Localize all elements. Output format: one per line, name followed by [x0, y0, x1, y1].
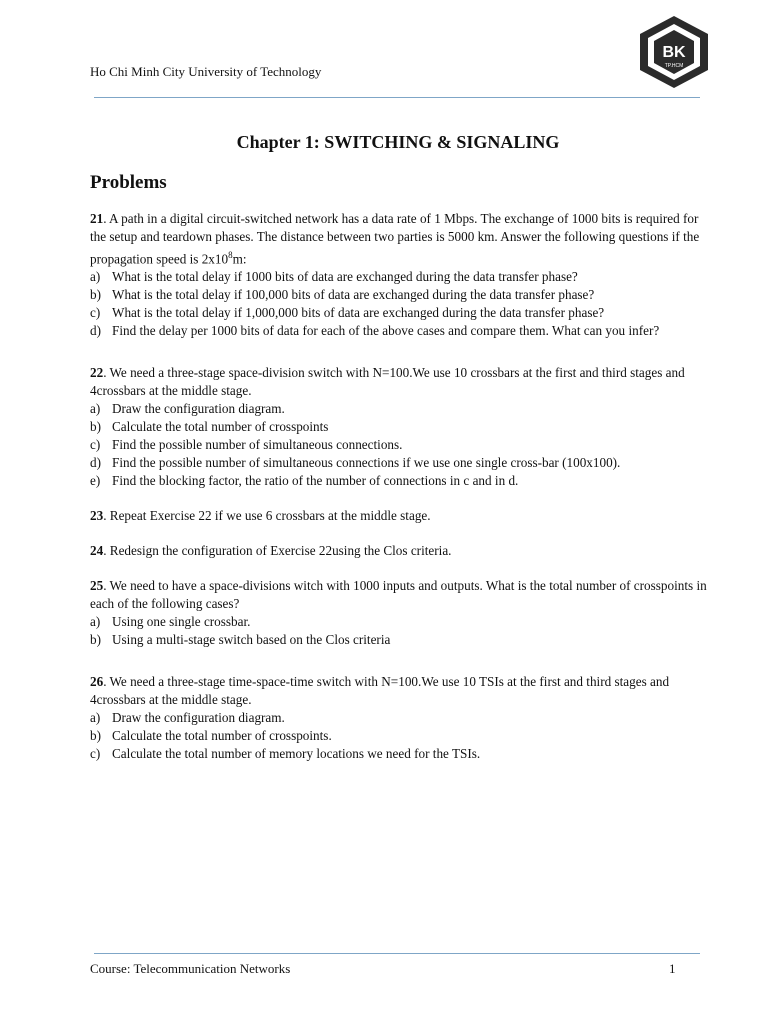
list-item: [90, 400, 712, 418]
problem-intro: . We need a three-stage space-division switch with N=100.We use 10 crossbars at the first and third stages and 4crossbars at the middle stage.: [90, 365, 685, 399]
problem-statement: [90, 577, 712, 613]
item-label: d): [90, 455, 101, 471]
problem-23: [90, 507, 712, 525]
item-text: Find the blocking factor, the ratio of the number of connections in c and in d.: [112, 473, 519, 489]
list-item: [90, 286, 712, 304]
problem-statement: [90, 673, 712, 709]
problem-list: [90, 210, 712, 780]
logo-text: BK: [662, 44, 686, 61]
list-item: [90, 631, 712, 649]
section-title: Problems: [90, 172, 167, 193]
item-text: Calculate the total number of memory locations we need for the TSIs.: [112, 746, 481, 762]
item-text: What is the total delay if 100,000 bits of data are exchanged during the data transfer phase?: [112, 287, 595, 303]
item-label: e): [90, 473, 101, 489]
problem-number: 25: [90, 578, 104, 594]
item-text: Find the possible number of simultaneous connections.: [112, 437, 403, 453]
item-label: b): [90, 419, 101, 435]
exponent: 8: [228, 250, 233, 260]
list-item: [90, 745, 712, 763]
problem-intro: . We need to have a space-divisions witch with 1000 inputs and outputs. What is the total number of crosspoints in each of the following cases?: [90, 578, 707, 612]
list-item: [90, 454, 712, 472]
item-text: Calculate the total number of crosspoints: [112, 419, 329, 435]
page-number: 1: [669, 961, 676, 976]
item-text: Calculate the total number of crosspoints.: [112, 728, 332, 744]
item-text: What is the total delay if 1000 bits of data are exchanged during the data transfer phase?: [112, 269, 578, 285]
item-label: c): [90, 746, 101, 762]
problem-24: [90, 542, 712, 560]
item-label: d): [90, 323, 101, 339]
problem-number: 21: [90, 211, 104, 226]
item-label: b): [90, 632, 101, 648]
university-name: Ho Chi Minh City University of Technology: [90, 64, 322, 79]
list-item: [90, 322, 712, 340]
list-item: [90, 727, 712, 745]
list-item: [90, 268, 712, 286]
item-text: Using one single crossbar.: [112, 614, 251, 630]
problem-intro-tail: m:: [232, 251, 247, 267]
item-label: b): [90, 287, 101, 303]
problem-statement: [90, 364, 712, 400]
problem-26: [90, 673, 712, 763]
course-name: Course: Telecommunication Networks: [90, 961, 291, 976]
item-label: c): [90, 437, 101, 453]
university-logo: [636, 14, 712, 90]
item-label: a): [90, 401, 101, 417]
item-text: Using a multi-stage switch based on the Clos criteria: [112, 632, 391, 648]
list-item: [90, 709, 712, 727]
footer-divider: [94, 953, 700, 954]
item-text: Draw the configuration diagram.: [112, 401, 285, 417]
item-label: a): [90, 710, 101, 726]
item-text: Draw the configuration diagram.: [112, 710, 285, 726]
problem-number: 24: [90, 543, 104, 559]
list-item: [90, 472, 712, 490]
problem-21: [90, 210, 712, 340]
header-divider: [94, 97, 700, 98]
problem-statement: [90, 542, 712, 560]
chapter-title: Chapter 1: SWITCHING & SIGNALING: [236, 132, 560, 152]
list-item: [90, 304, 712, 322]
problem-statement: [90, 507, 712, 525]
item-label: c): [90, 305, 101, 321]
problem-number: 23: [90, 508, 104, 524]
problem-intro: . We need a three-stage time-space-time switch with N=100.We use 10 TSIs at the first and third stages and 4crossbars at the middle stage.: [90, 674, 670, 708]
problem-intro: . Redesign the configuration of Exercise 22using the Clos criteria.: [103, 543, 452, 559]
item-label: a): [90, 614, 101, 630]
problem-intro: . Repeat Exercise 22 if we use 6 crossbars at the middle stage.: [103, 508, 431, 524]
item-label: b): [90, 728, 101, 744]
list-item: [90, 436, 712, 454]
problem-number: 26: [90, 674, 104, 690]
logo-subtext: TP.HCM: [664, 63, 684, 69]
problem-25: [90, 577, 712, 649]
problem-number: 22: [90, 365, 104, 381]
problem-22: [90, 364, 712, 490]
item-text: Find the delay per 1000 bits of data for each of the above cases and compare them. What can you infer?: [112, 323, 660, 339]
item-text: What is the total delay if 1,000,000 bits of data are exchanged during the data transfer phase?: [112, 305, 605, 321]
problem-statement: [90, 210, 712, 268]
list-item: [90, 613, 712, 631]
item-label: a): [90, 269, 101, 285]
list-item: [90, 418, 712, 436]
item-text: Find the possible number of simultaneous connections if we use one single cross-bar (100x100).: [112, 455, 621, 471]
problem-intro: . A path in a digital circuit-switched network has a data rate of 1 Mbps. The exchange of 1000 bits is required for the setup and teardown phases. The distance between two parties is 5000 km. Answer the following questions if the propagation speed is 2x10: [90, 211, 700, 267]
